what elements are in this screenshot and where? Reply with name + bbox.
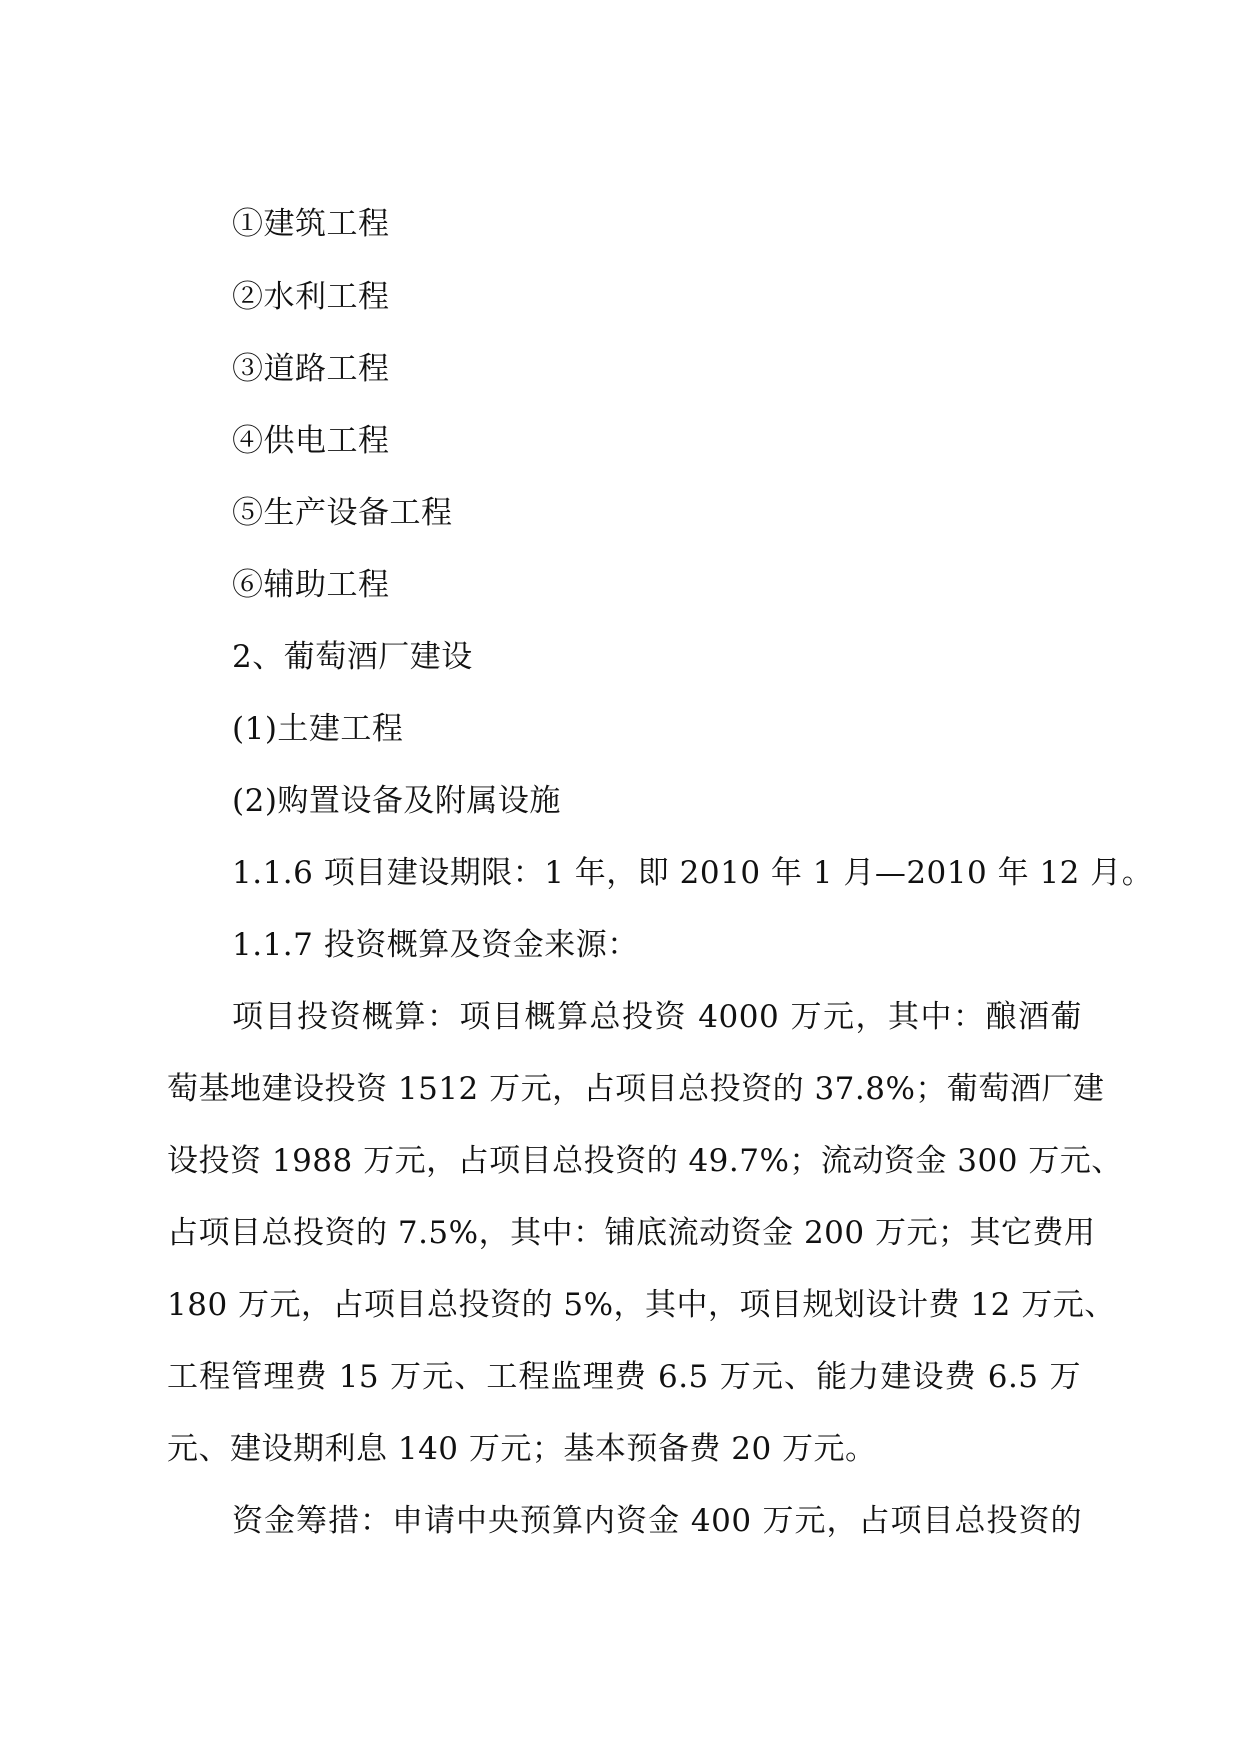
list-item-water-engineering: ②水利工程 bbox=[232, 279, 390, 315]
list-item-civil-works: (1)土建工程 bbox=[232, 711, 404, 747]
paragraph-funding-line-1: 资金筹措：申请中央预算内资金 400 万元，占项目总投资的 bbox=[232, 1503, 1082, 1539]
paragraph-construction-period: 1.1.6 项目建设期限：1 年，即 2010 年 1 月—2010 年 12 月。 bbox=[232, 855, 1154, 891]
section-heading-winery: 2、葡萄酒厂建设 bbox=[232, 639, 473, 675]
paragraph-investment-line-2: 萄基地建设投资 1512 万元，占项目总投资的 37.8%；葡萄酒厂建 bbox=[167, 1071, 1105, 1107]
section-heading-investment: 1.1.7 投资概算及资金来源： bbox=[232, 927, 639, 963]
list-item-power-engineering: ④供电工程 bbox=[232, 423, 390, 459]
list-item-building-engineering: ①建筑工程 bbox=[232, 206, 390, 242]
paragraph-investment-line-4: 占项目总投资的 7.5%，其中：铺底流动资金 200 万元；其它费用 bbox=[167, 1215, 1096, 1251]
paragraph-investment-line-1: 项目投资概算：项目概算总投资 4000 万元，其中：酿酒葡 bbox=[232, 999, 1082, 1035]
paragraph-investment-line-5: 180 万元，占项目总投资的 5%，其中，项目规划设计费 12 万元、 bbox=[167, 1287, 1116, 1323]
list-item-road-engineering: ③道路工程 bbox=[232, 351, 390, 387]
list-item-auxiliary-engineering: ⑥辅助工程 bbox=[232, 567, 390, 603]
paragraph-investment-line-7: 元、建设期利息 140 万元；基本预备费 20 万元。 bbox=[167, 1431, 877, 1467]
list-item-production-equipment: ⑤生产设备工程 bbox=[232, 495, 453, 531]
list-item-equipment-purchase: (2)购置设备及附属设施 bbox=[232, 783, 561, 819]
paragraph-investment-line-6: 工程管理费 15 万元、工程监理费 6.5 万元、能力建设费 6.5 万 bbox=[167, 1359, 1081, 1395]
paragraph-investment-line-3: 设投资 1988 万元，占项目总投资的 49.7%；流动资金 300 万元、 bbox=[167, 1143, 1123, 1179]
